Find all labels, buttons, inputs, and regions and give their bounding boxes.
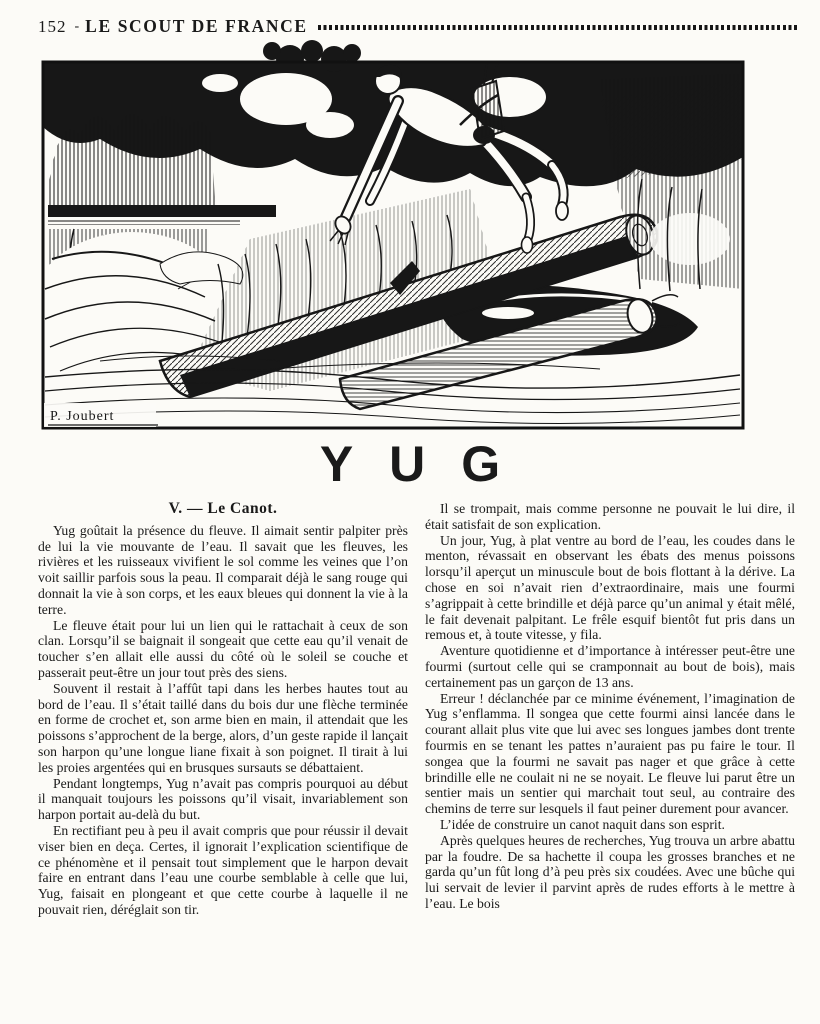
dotted-leader-rule	[318, 25, 798, 30]
article-title: YUG	[319, 436, 537, 492]
paragraph: Yug goûtait la présence du fleuve. Il aimait sentir palpiter près de lui la vie mouvante de l’eau. Il savait que les fleuves, les rivières et les ruisseaux vivifient le sol comme les veines que l’on voit saillir parfois sous la peau. Il comparait déjà le sang rouge qui donnait la vie à son corps, et les eaux bleues qui donnent la vie à la terre.	[38, 522, 408, 617]
page-number: 152	[38, 16, 67, 36]
page-header	[0, 0, 820, 37]
paragraph: Après quelques heures de recherches, Yug trouva un arbre abattu par la foudre. De sa hachette il coupa les grosses branches et ne garda qu’un fût long d’à peu près six coudées. Avec une bûche qui lui servait de levier il parvint après de rudes efforts à le mettre à l’eau. Le bois	[425, 832, 795, 911]
paragraph: Il se trompait, mais comme personne ne pouvait le lui dire, il était satisfait de son explication.	[425, 501, 795, 532]
article-body	[38, 501, 795, 918]
paragraph: Aventure quotidienne et d’importance à intéresser peut-être une fourmi (surtout celle qui se cramponnait au bout de bois), mais certainement pas un garçon de 13 ans.	[425, 643, 795, 690]
left-column	[38, 501, 408, 918]
paragraph: Le fleuve était pour lui un lien qui le rattachait à ceux de son clan. Lorsqu’il se baignait il songeait que cette eau qu’il venait de toucher s’en allait elle aussi du côté où le soleil se couche et passerait peut-être un jour tout près des siens.	[38, 617, 408, 680]
paragraph: Un jour, Yug, à plat ventre au bord de l’eau, les coudes dans le menton, révassait en observant les ébats des menus poissons lorsqu’il aperçut un minuscule bout de bois flottant à la dérive. La chose en soi n’avait rien d’extraordinaire, mais une fourmi s’agrippait à cette brindille et déjà parce qu’un animal y était mêlé, le fait devenait palpitant. Le frêle esquif bientôt fut pris dans un remous et, à toute vitesse, y fila.	[425, 532, 795, 643]
paragraph: Erreur ! déclanchée par ce minime événement, l’imagination de Yug s’enflamma. Il songea que cette fourmi ainsi lancée dans le courant allait plus vite que lui avec ses longues jambes dont trente fourmis en se tenant les pattes n’auraient pas pu faire le tour. Il songea que la fourmi ne savait pas nager et que grâce à cette brindille elle ne coulait ni ne se noyait. Le fleuve lui parut être un sentier mais un sentier qui marchait tout seul, au contraire des chemins de terre sur lesquels il faut peiner durement pour avancer.	[425, 690, 795, 817]
paragraph: Pendant longtemps, Yug n’avait pas compris pourquoi au début il manquait toujours les poissons qu’il visait, invariablement son harpon portait au-delà du but.	[38, 775, 408, 823]
right-column	[425, 501, 795, 918]
header-separator: -	[74, 18, 80, 34]
signature-text: P. Joubert	[50, 409, 115, 424]
magazine-title: LE SCOUT DE FRANCE	[85, 16, 308, 36]
paragraph: En rectifiant peu à peu il avait compris que pour réussir il devait viser bien en deça. Certes, il ignorait l’explication scientifique de ce phénomène et il pensait tout simplement que le harpon devait faire en entrant dans l’eau une courbe semblable à celle que lui, Yug, faisait en plongeant et que cette courbe à laquelle il ne pouvait rien, déréglait son tir.	[38, 822, 408, 917]
paragraph: L’idée de construire un canot naquit dans son esprit.	[440, 816, 725, 832]
illustration	[40, 39, 748, 431]
river-illustration	[40, 39, 746, 431]
artist-signature	[44, 403, 158, 427]
chapter-heading: V. — Le Canot.	[168, 500, 278, 517]
paragraph: Souvent il restait à l’affût tapi dans les herbes hautes tout au bord de l’eau. Il s’était taillé dans du bois dur une flèche terminée en forme de crochet et, son arme bien en main, il attendait que les poissons s’approchent de la berge, alors, d’un geste rapide il lançait son harpon qu’une longue liane fixait à son poignet. Il tirait à lui les proies argentées qui en brusques sursauts se débattaient.	[38, 680, 408, 775]
